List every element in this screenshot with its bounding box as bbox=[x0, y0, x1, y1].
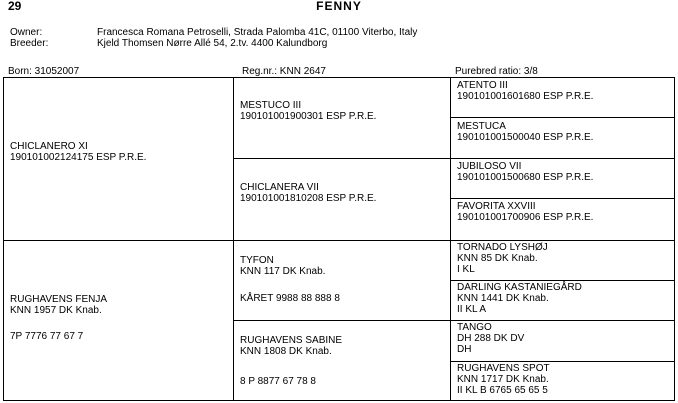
sire-dam-cell bbox=[240, 182, 376, 204]
purebred-ratio: Purebred ratio: 3/8 bbox=[455, 66, 538, 77]
dsd-name: DARLING KASTANIEGÅRD bbox=[457, 282, 582, 293]
ddd-name: RUGHAVENS SPOT bbox=[457, 363, 550, 374]
grid-line-g3-1 bbox=[450, 117, 675, 118]
breeder-label: Breeder: bbox=[10, 38, 49, 49]
registration-number: Reg.nr.: KNN 2647 bbox=[242, 66, 326, 77]
ssd-cell bbox=[457, 121, 593, 143]
dam-name: RUGHAVENS FENJA bbox=[10, 294, 108, 305]
sire-sire-name: MESTUCO III bbox=[240, 100, 302, 111]
dam-sire-extra: KÅRET 9988 88 888 8 bbox=[240, 293, 340, 304]
dsd-extra: II KL A bbox=[457, 304, 487, 315]
ddd-extra: II KL B 6765 65 65 5 bbox=[457, 385, 548, 396]
dam-sire-name: TYFON bbox=[240, 255, 274, 266]
sss-cell bbox=[457, 80, 593, 102]
grid-line-left bbox=[3, 77, 4, 401]
grid-line-col3 bbox=[450, 77, 451, 401]
dam-dam-cell bbox=[240, 335, 342, 357]
dsd-cell bbox=[457, 282, 582, 315]
catalog-number: 29 bbox=[8, 0, 22, 13]
grid-line-col2 bbox=[233, 77, 234, 401]
ssd-registration: 190101001500040 ESP P.R.E. bbox=[457, 132, 594, 143]
grid-line-g3-2 bbox=[450, 198, 675, 199]
dds-name: TANGO bbox=[457, 322, 492, 333]
grid-line-top bbox=[3, 77, 675, 78]
dss-registration: KNN 85 DK Knab. bbox=[457, 253, 538, 264]
ddd-registration: KNN 1717 DK Knab. bbox=[457, 374, 549, 385]
born-date: Born: 31052007 bbox=[8, 66, 80, 77]
dds-extra: DH bbox=[457, 344, 472, 355]
sds-registration: 190101001500680 ESP P.R.E. bbox=[457, 172, 594, 183]
grid-line-mid bbox=[3, 240, 675, 241]
sire-name: CHICLANERO XI bbox=[10, 141, 88, 152]
dam-dam-extra: 8 P 8877 67 78 8 bbox=[240, 376, 316, 387]
grid-line-g3-4 bbox=[450, 361, 675, 362]
sire-registration: 190101002124175 ESP P.R.E. bbox=[10, 152, 147, 163]
dsd-registration: KNN 1441 DK Knab. bbox=[457, 293, 549, 304]
horse-name: FENNY bbox=[316, 0, 362, 13]
sss-registration: 190101001601680 ESP P.R.E. bbox=[457, 91, 594, 102]
dam-registration: KNN 1957 DK Knab. bbox=[10, 305, 102, 316]
dam-sire-registration: KNN 117 DK Knab. bbox=[240, 266, 326, 277]
sds-name: JUBILOSO VII bbox=[457, 161, 522, 172]
sdd-registration: 190101001700906 ESP P.R.E. bbox=[457, 212, 594, 223]
sdd-name: FAVORITA XXVIII bbox=[457, 201, 536, 212]
ddd-cell bbox=[457, 363, 550, 396]
grid-line-bottom bbox=[3, 400, 675, 401]
grid-line-g3-3 bbox=[450, 280, 675, 281]
owner-label: Owner: bbox=[10, 27, 43, 38]
sire-dam-name: CHICLANERA VII bbox=[240, 182, 319, 193]
grid-line-sire-split bbox=[233, 158, 675, 159]
dam-cell bbox=[10, 294, 107, 316]
dds-registration: DH 288 DK DV bbox=[457, 333, 525, 344]
sdd-cell bbox=[457, 201, 593, 223]
dss-name: TORNADO LYSHØJ bbox=[457, 242, 548, 253]
dam-sire-cell bbox=[240, 255, 325, 277]
sire-dam-registration: 190101001810208 ESP P.R.E. bbox=[240, 193, 377, 204]
sds-cell bbox=[457, 161, 593, 183]
sire-sire-registration: 190101001900301 ESP P.R.E. bbox=[240, 111, 377, 122]
dds-cell bbox=[457, 322, 524, 355]
dss-cell bbox=[457, 242, 548, 275]
dss-extra: I KL bbox=[457, 264, 475, 275]
dam-extra: 7P 7776 77 67 7 bbox=[10, 331, 84, 342]
sire-sire-cell bbox=[240, 100, 376, 122]
breeder-value: Kjeld Thomsen Nørre Allé 54, 2.tv. 4400 Kalundborg bbox=[97, 38, 328, 49]
ssd-name: MESTUCA bbox=[457, 121, 506, 132]
grid-line-dam-split bbox=[233, 320, 675, 321]
sire-cell bbox=[10, 141, 146, 163]
dam-dam-name: RUGHAVENS SABINE bbox=[240, 335, 343, 346]
owner-value: Francesca Romana Petroselli, Strada Palomba 41C, 01100 Viterbo, Italy bbox=[97, 27, 418, 38]
sss-name: ATENTO III bbox=[457, 80, 508, 91]
dam-dam-registration: KNN 1808 DK Knab. bbox=[240, 346, 332, 357]
grid-line-right bbox=[674, 77, 675, 401]
